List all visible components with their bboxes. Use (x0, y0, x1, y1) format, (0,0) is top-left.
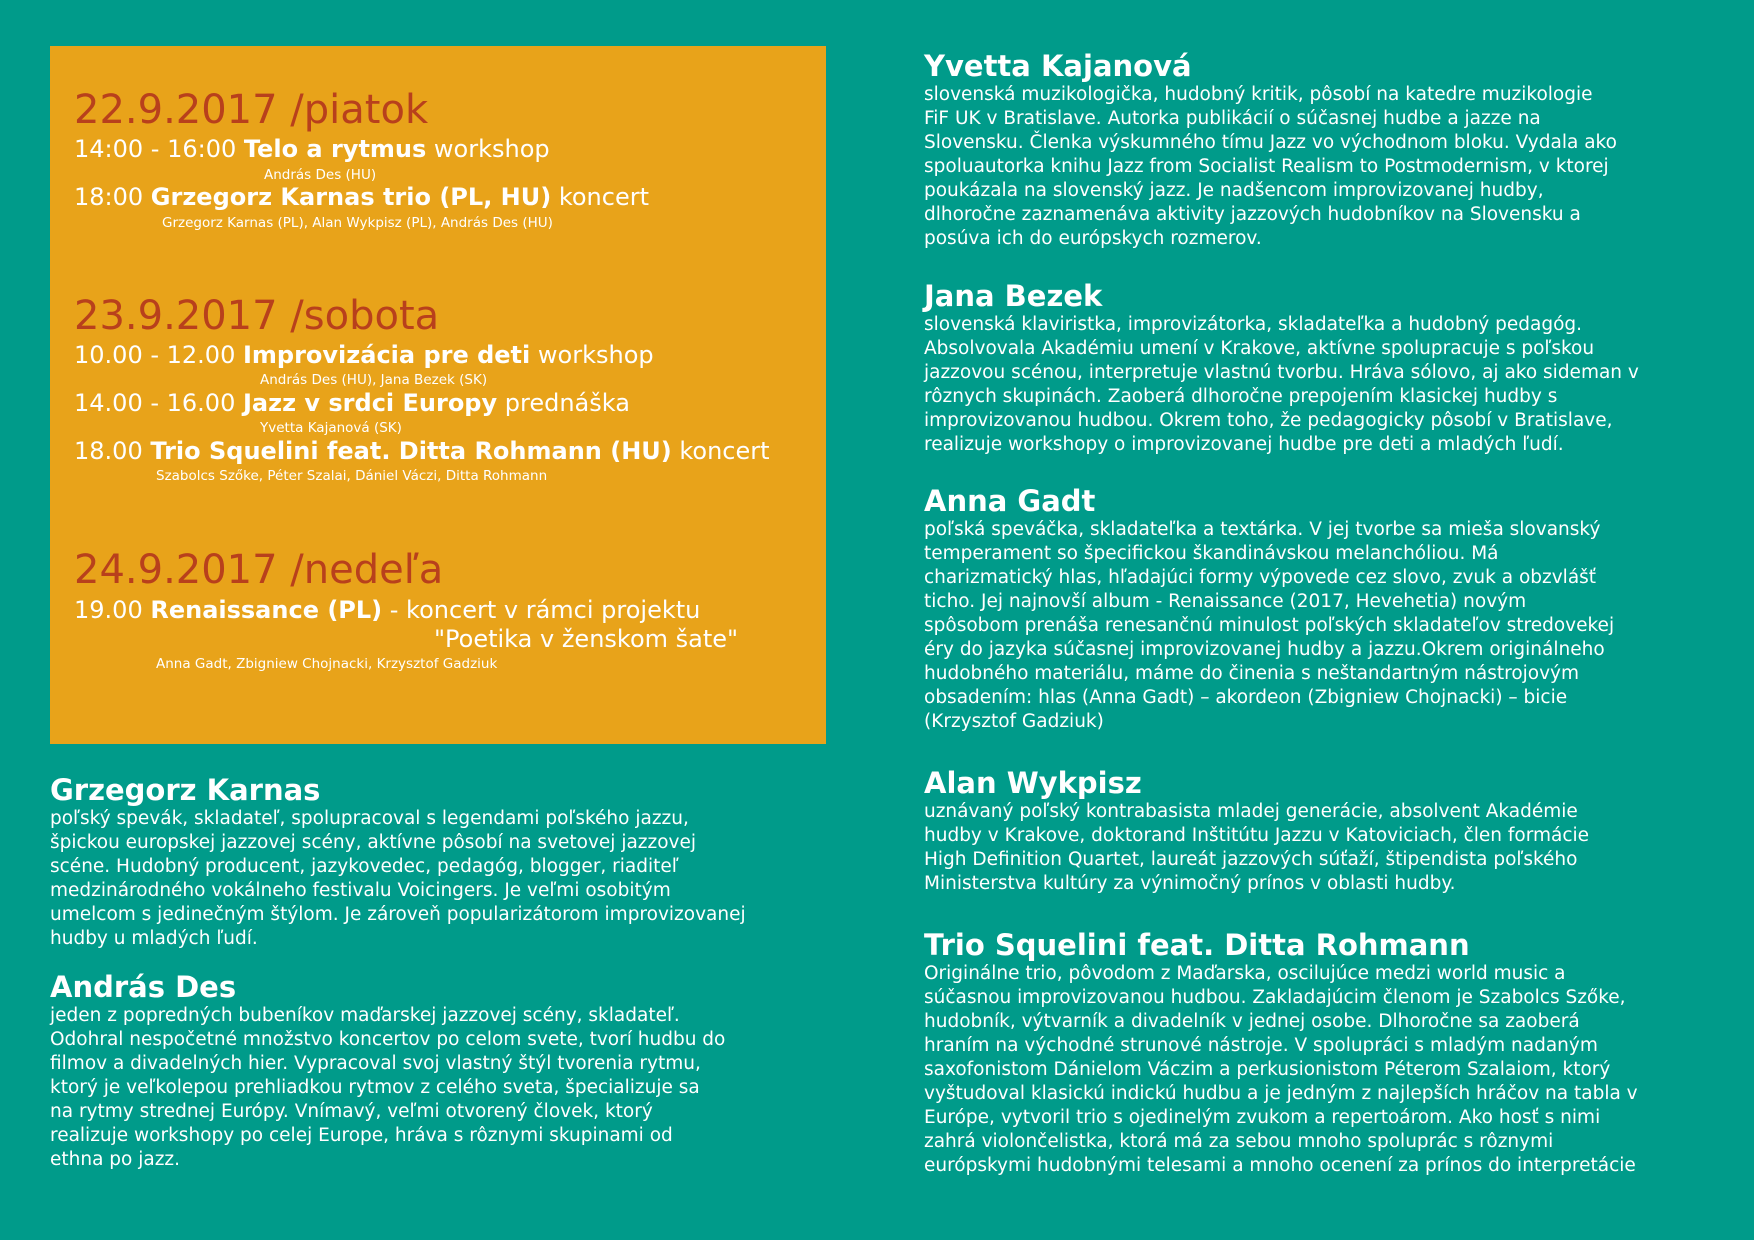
bio-text: slovenská muzikologička, hudobný kritik, pôsobí na katedre muzikologie FiF UK v Bratislave. Autorka publikácií o súčasnej hudbe a jazze na Slovensku. Členka výskumného tímu Jazz vo východnom bloku. Vydala ako spoluautorka knihu Jazz from Socialist Realism to Postmodernism, v ktorej poukázala na slovenský jazz. Je nadšencom improvizovanej hudby, dlhoročne zaznamenáva aktivity jazzových hudobníkov na Slovensku a posúva ich do európskych rozmerov. (924, 84, 1617, 250)
event-saturday-workshop (74, 340, 654, 370)
event-name: Grzegorz Karnas trio (PL, HU) (150, 183, 552, 211)
bio-alan-wykpisz (924, 767, 1724, 896)
event-performers: András Des (HU), Jana Bezek (SK) (260, 372, 488, 388)
event-time: 10.00 - 12.00 (74, 341, 243, 369)
bio-yvetta-kajanova (924, 50, 1724, 251)
event-friday-concert (74, 182, 649, 212)
bio-anna-gadt (924, 485, 1724, 734)
event-name: Improvizácia pre deti (242, 341, 531, 369)
event-time: 18.00 (74, 437, 151, 465)
bio-jana-bezek (924, 280, 1724, 457)
bio-name: András Des (50, 970, 237, 1004)
program-box (50, 46, 826, 744)
bio-name: Jana Bezek (924, 279, 1103, 313)
event-type-continuation: "Poetika v ženskom šate" (434, 625, 739, 653)
event-time: 14:00 - 16:00 (74, 135, 244, 163)
event-sunday-concert (74, 595, 700, 625)
day-title-saturday: 23.9.2017 /sobota (74, 293, 440, 339)
event-type: prednáška (497, 389, 630, 417)
event-time: 19.00 (74, 596, 151, 624)
event-saturday-lecture (74, 388, 630, 418)
bio-text: Originálne trio, pôvodom z Maďarska, oscilujúce medzi world music a súčasnou improvizovanou hudbou. Zakladajúcim členom je Szabolcs Szőke, hudobník, výtvarník a divadelník v jednej osobe. Dlhoročne sa zaoberá hraním na východné strunové nástroje. V spolupráci s mladým nadaným saxofonistom Dánielom Váczim a perkusionistom Péterom Szalaiom, ktorý vyštudoval klasickú indickú hudbu a je jedným z najlepších hráčov na tabla v Európe, vytvoril trio s ojedinelým zvukom a repertoárom. Ako hosť s nimi zahrá violončelistka, ktorá má za sebou mnoho spoluprác s rôznymi európskymi hudobnými telesami a mnoho ocenení za prínos do interpretácie (924, 963, 1638, 1177)
bio-name: Grzegorz Karnas (50, 773, 321, 807)
bio-name: Anna Gadt (924, 484, 1096, 518)
bio-text: uznávaný poľský kontrabasista mladej generácie, absolvent Akadémie hudby v Krakove, doktorand Inštitútu Jazzu v Katoviciach, člen formácie High Definition Quartet, laureát jazzových súťaží, štipendista poľského Ministerstva kultúry za výnimočný prínos v oblasti hudby. (924, 801, 1590, 895)
event-name: Trio Squelini feat. Ditta Rohmann (HU) (150, 437, 672, 465)
event-name: Renaissance (PL) (150, 596, 383, 624)
day-title-friday: 22.9.2017 /piatok (74, 87, 429, 133)
event-type: koncert (551, 183, 650, 211)
bio-name: Alan Wykpisz (924, 766, 1142, 800)
bio-andras-des (50, 971, 840, 1172)
event-performers: Yvetta Kajanová (SK) (260, 420, 402, 436)
event-performers: Grzegorz Karnas (PL), Alan Wykpisz (PL), András Des (HU) (162, 215, 553, 231)
event-name: Jazz v srdci Europy (242, 389, 498, 417)
event-saturday-concert (74, 436, 770, 466)
event-name: Telo a rytmus (243, 135, 427, 163)
bio-text: poľská speváčka, skladateľka a textárka. V jej tvorbe sa mieša slovanský temperament so špecifickou škandinávskou melanchóliou. Má charizmatický hlas, hľadajúci formy výpovede cez slovo, zvuk a obzvlášť ticho. Jej najnovší album - Renaissance (2017, Hevehetia) novým spôsobom prenáša renesančnú minulost poľských skladateľov stredovekej éry do jazyka súčasnej improvizovanej hudby a jazzu.Okrem originálneho hudobného materiálu, máme do činenia s neštandartným nástrojovým obsadením: hlas (Anna Gadt) – akordeon (Zbigniew Chojnacki) – bicie (Krzysztof Gadziuk) (924, 519, 1615, 733)
event-performers: Anna Gadt, Zbigniew Chojnacki, Krzysztof Gadziuk (156, 656, 498, 672)
event-performers: András Des (HU) (264, 167, 377, 183)
event-type: workshop (530, 341, 654, 369)
bio-name: Yvetta Kajanová (924, 49, 1192, 83)
day-title-sunday: 24.9.2017 /nedeľa (74, 547, 444, 593)
bio-trio-squelini (924, 929, 1724, 1178)
bio-name: Trio Squelini feat. Ditta Rohmann (924, 928, 1470, 962)
event-type: koncert (671, 437, 770, 465)
bio-text: jeden z popredných bubeníkov maďarskej jazzovej scény, skladateľ. Odohral nespočetné množstvo koncertov po celom svete, tvorí hudbu do filmov a divadelných hier. Vypracoval svoj vlastný štýl tvorenia rytmu, ktorý je veľkolepou prehliadkou rytmov z celého sveta, špecializuje sa na rytmy strednej Európy. Vnímavý, veľmi otvorený človek, ktorý realizuje workshopy po celej Europe, hráva s rôznymi skupinami od ethna po jazz. (50, 1005, 726, 1171)
event-type: - koncert v rámci projektu (382, 596, 701, 624)
event-friday-workshop (74, 134, 550, 164)
event-time: 18:00 (74, 183, 151, 211)
event-performers: Szabolcs Szőke, Péter Szalai, Dániel Váczi, Ditta Rohmann (156, 468, 548, 484)
event-time: 14.00 - 16.00 (74, 389, 243, 417)
bio-text: slovenská klaviristka, improvizátorka, skladateľka a hudobný pedagóg. Absolvovala Akadémiu umení v Krakove, aktívne spolupracuje s poľskou jazzovou scénou, interpretuje vlastnú tvorbu. Hráva sólovo, aj ako sideman v rôznych skupinách. Zaoberá dlhoročne prepojením klasickej hudby s improvizovanou hudbou. Okrem toho, že pedagogicky pôsobí v Bratislave, realizuje workshopy o improvizovanej hudbe pre deti a mladých ľudí. (924, 314, 1639, 456)
event-type: workshop (426, 135, 550, 163)
bio-grzegorz-karnas (50, 774, 840, 951)
bio-text: poľský spevák, skladateľ, spolupracoval s legendami poľského jazzu, špickou europskej jazzovej scény, aktívne pôsobí na svetovej jazzovej scéne. Hudobný producent, jazykovedec, pedagóg, blogger, riaditeľ medzinárodného vokálneho festivalu Voicingers. Je veľmi osobitým umelcom s jedinečným štýlom. Je zároveň popularizátorom improvizovanej hudby u mladých ľudí. (50, 808, 746, 950)
